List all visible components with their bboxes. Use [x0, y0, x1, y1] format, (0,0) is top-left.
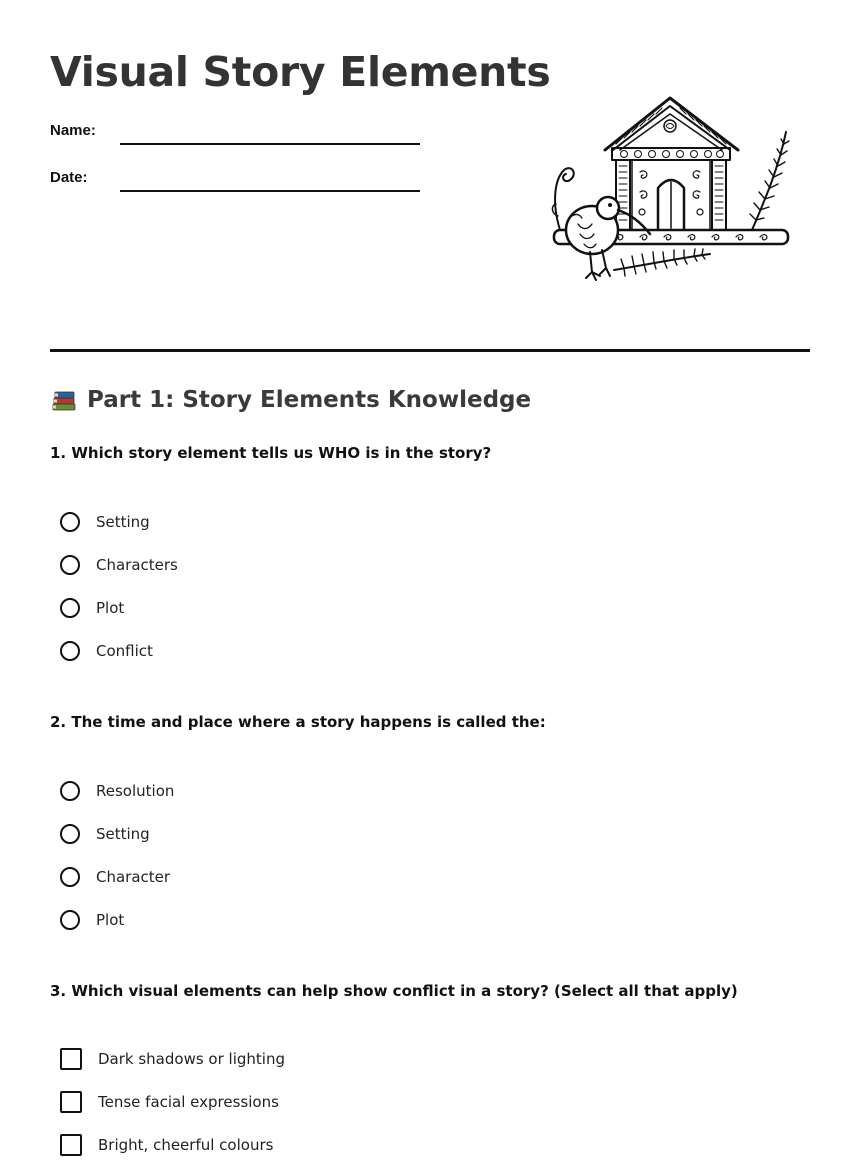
part-1-heading: [50, 386, 531, 414]
option-label: Setting: [96, 513, 150, 531]
option-label: Plot: [96, 911, 125, 929]
question-2: 2. The time and place where a story happens is called the:: [50, 713, 546, 731]
wharenui-kiwi-fern-illustration: [550, 92, 795, 294]
option-label: Character: [96, 868, 171, 886]
option-label: Bright, cheerful colours: [98, 1136, 274, 1154]
section-divider: [50, 349, 810, 352]
question-1: 1. Which story element tells us WHO is in the story?: [50, 444, 492, 462]
name-field[interactable]: [120, 143, 420, 145]
radio-button[interactable]: [60, 781, 80, 801]
q1-option-plot[interactable]: [60, 596, 124, 620]
q3-option-dark-shadows[interactable]: [60, 1047, 285, 1071]
q2-option-resolution[interactable]: [60, 779, 174, 803]
part-1-heading-text: Part 1: Story Elements Knowledge: [87, 387, 532, 413]
option-label: Tense facial expressions: [98, 1093, 279, 1111]
radio-button[interactable]: [60, 641, 80, 661]
q1-option-characters[interactable]: [60, 553, 178, 577]
checkbox[interactable]: [60, 1048, 82, 1070]
option-label: Conflict: [96, 642, 153, 660]
checkbox[interactable]: [60, 1091, 82, 1113]
q3-option-tense-expressions[interactable]: [60, 1090, 279, 1114]
name-label: Name:: [50, 122, 96, 139]
q2-option-character[interactable]: [60, 865, 170, 889]
page-title: Visual Story Elements: [50, 48, 551, 96]
radio-button[interactable]: [60, 512, 80, 532]
option-label: Characters: [96, 556, 178, 574]
option-label: Resolution: [96, 782, 175, 800]
books-icon: [50, 386, 78, 414]
q3-option-bright-colours[interactable]: [60, 1133, 273, 1157]
q1-option-conflict[interactable]: [60, 639, 153, 663]
radio-button[interactable]: [60, 598, 80, 618]
q2-option-plot[interactable]: [60, 908, 124, 932]
question-3: 3. Which visual elements can help show conflict in a story? (Select all that apply): [50, 982, 738, 1000]
radio-button[interactable]: [60, 555, 80, 575]
radio-button[interactable]: [60, 867, 80, 887]
radio-button[interactable]: [60, 910, 80, 930]
date-label: Date:: [50, 169, 88, 186]
option-label: Plot: [96, 599, 125, 617]
checkbox[interactable]: [60, 1134, 82, 1156]
option-label: Dark shadows or lighting: [98, 1050, 285, 1068]
date-field[interactable]: [120, 190, 420, 192]
option-label: Setting: [96, 825, 150, 843]
q2-option-setting[interactable]: [60, 822, 150, 846]
radio-button[interactable]: [60, 824, 80, 844]
q1-option-setting[interactable]: [60, 510, 150, 534]
